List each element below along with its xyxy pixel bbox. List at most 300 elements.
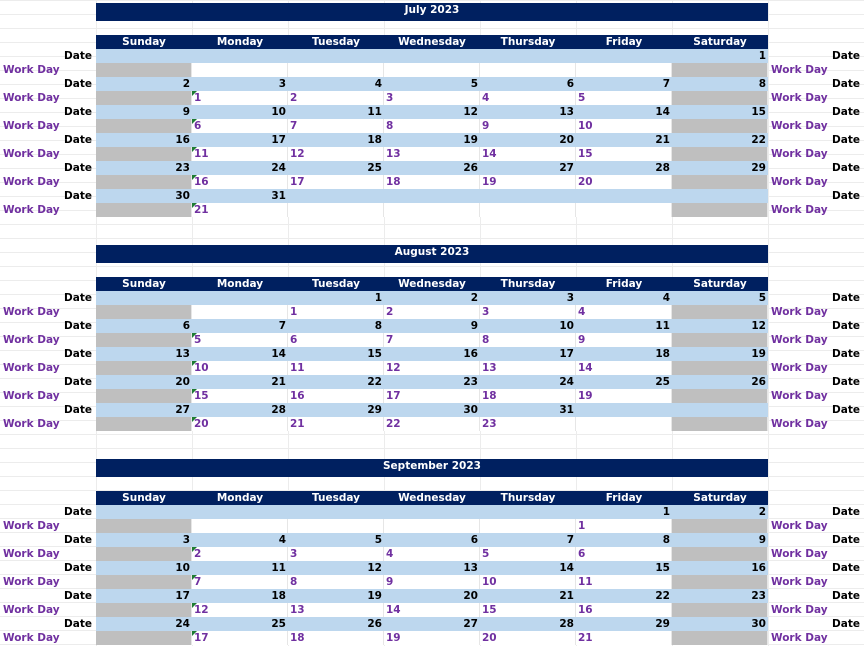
date-cell[interactable]: 23 bbox=[672, 589, 768, 603]
date-cell[interactable]: 20 bbox=[480, 133, 576, 147]
date-cell[interactable]: 22 bbox=[576, 589, 672, 603]
work-day-cell[interactable]: 20 bbox=[192, 417, 288, 431]
work-day-cell[interactable]: 13 bbox=[384, 147, 480, 161]
date-row-label: Date bbox=[64, 292, 92, 304]
date-cell[interactable]: 17 bbox=[480, 347, 576, 361]
work-day-cell[interactable]: 1 bbox=[192, 91, 288, 105]
work-day-row-label: Work Day bbox=[3, 390, 60, 402]
work-day-cell[interactable]: 10 bbox=[192, 361, 288, 375]
date-cell[interactable]: 20 bbox=[384, 589, 480, 603]
date-cell[interactable]: 7 bbox=[192, 319, 288, 333]
date-cell[interactable]: 9 bbox=[96, 105, 192, 119]
gridline bbox=[0, 224, 864, 225]
weekend-cell[interactable] bbox=[672, 417, 768, 431]
date-cell[interactable]: 30 bbox=[96, 189, 192, 203]
date-cell[interactable]: 9 bbox=[384, 319, 480, 333]
work-day-cell[interactable]: 8 bbox=[480, 333, 576, 347]
date-cell[interactable]: 23 bbox=[384, 375, 480, 389]
weekend-cell[interactable] bbox=[96, 63, 192, 77]
work-day-cell[interactable]: 20 bbox=[480, 631, 576, 645]
work-day-cell[interactable]: 2 bbox=[192, 547, 288, 561]
date-cell[interactable]: 3 bbox=[480, 291, 576, 305]
date-cell[interactable]: 12 bbox=[672, 319, 768, 333]
date-cell[interactable]: 12 bbox=[384, 105, 480, 119]
work-day-cell[interactable]: 6 bbox=[288, 333, 384, 347]
date-row-label-right: Date bbox=[832, 292, 860, 304]
work-day-row-label-right: Work Day bbox=[771, 204, 828, 216]
formula-error-indicator bbox=[192, 91, 197, 96]
date-cell[interactable]: 2 bbox=[96, 77, 192, 91]
weekday-header-friday: Friday bbox=[576, 491, 672, 505]
date-cell[interactable]: 6 bbox=[480, 77, 576, 91]
date-cell[interactable]: 23 bbox=[96, 161, 192, 175]
date-cell[interactable]: 7 bbox=[480, 533, 576, 547]
work-day-row-label: Work Day bbox=[3, 418, 60, 430]
date-cell[interactable] bbox=[480, 505, 576, 519]
work-day-cell[interactable]: 17 bbox=[288, 175, 384, 189]
work-day-cell[interactable]: 12 bbox=[384, 361, 480, 375]
date-cell[interactable]: 10 bbox=[480, 319, 576, 333]
work-day-cell[interactable]: 16 bbox=[192, 175, 288, 189]
formula-error-indicator bbox=[192, 547, 197, 552]
date-cell[interactable]: 3 bbox=[96, 533, 192, 547]
date-cell[interactable]: 15 bbox=[288, 347, 384, 361]
work-day-cell[interactable]: 11 bbox=[576, 575, 672, 589]
date-row-label-right: Date bbox=[832, 348, 860, 360]
work-day-cell[interactable]: 2 bbox=[288, 91, 384, 105]
date-cell[interactable]: 17 bbox=[96, 589, 192, 603]
weekend-cell[interactable] bbox=[672, 203, 768, 217]
weekend-cell[interactable] bbox=[672, 575, 768, 589]
weekday-header-thursday: Thursday bbox=[480, 277, 576, 291]
date-cell[interactable]: 29 bbox=[672, 161, 768, 175]
work-day-row-label-right: Work Day bbox=[771, 64, 828, 76]
date-cell[interactable]: 1 bbox=[576, 505, 672, 519]
work-day-cell[interactable]: 1 bbox=[288, 305, 384, 319]
work-day-cell[interactable]: 3 bbox=[288, 547, 384, 561]
date-cell[interactable]: 14 bbox=[192, 347, 288, 361]
work-day-cell[interactable] bbox=[480, 203, 576, 217]
formula-error-indicator bbox=[192, 603, 197, 608]
work-day-cell[interactable]: 10 bbox=[576, 119, 672, 133]
formula-error-indicator bbox=[192, 333, 197, 338]
date-row-label-right: Date bbox=[832, 534, 860, 546]
work-day-cell[interactable]: 4 bbox=[576, 305, 672, 319]
date-cell[interactable] bbox=[288, 49, 384, 63]
weekend-cell[interactable] bbox=[96, 603, 192, 617]
date-cell[interactable]: 25 bbox=[576, 375, 672, 389]
work-day-cell[interactable] bbox=[192, 519, 288, 533]
work-day-cell[interactable]: 7 bbox=[192, 575, 288, 589]
weekday-header-sunday: Sunday bbox=[96, 491, 192, 505]
date-row-label: Date bbox=[64, 162, 92, 174]
work-day-cell[interactable]: 12 bbox=[288, 147, 384, 161]
weekend-cell[interactable] bbox=[96, 547, 192, 561]
weekend-cell[interactable] bbox=[672, 119, 768, 133]
weekend-cell[interactable] bbox=[96, 119, 192, 133]
work-day-cell[interactable]: 21 bbox=[192, 203, 288, 217]
weekend-cell[interactable] bbox=[672, 547, 768, 561]
date-cell[interactable]: 7 bbox=[576, 77, 672, 91]
date-row-label: Date bbox=[64, 190, 92, 202]
work-day-cell[interactable]: 18 bbox=[288, 631, 384, 645]
date-cell[interactable]: 19 bbox=[288, 589, 384, 603]
weekend-cell[interactable] bbox=[672, 63, 768, 77]
date-cell[interactable]: 4 bbox=[576, 291, 672, 305]
date-cell[interactable] bbox=[384, 505, 480, 519]
work-day-cell[interactable] bbox=[384, 203, 480, 217]
date-cell[interactable] bbox=[672, 403, 768, 417]
weekend-cell[interactable] bbox=[672, 175, 768, 189]
work-day-row-label-right: Work Day bbox=[771, 362, 828, 374]
weekend-cell[interactable] bbox=[96, 361, 192, 375]
date-cell[interactable] bbox=[384, 49, 480, 63]
date-cell[interactable] bbox=[288, 189, 384, 203]
date-cell[interactable]: 18 bbox=[576, 347, 672, 361]
work-day-cell[interactable]: 18 bbox=[384, 175, 480, 189]
work-day-row-label-right: Work Day bbox=[771, 306, 828, 318]
weekday-header-friday: Friday bbox=[576, 277, 672, 291]
date-cell[interactable]: 13 bbox=[480, 105, 576, 119]
work-day-cell[interactable]: 3 bbox=[384, 91, 480, 105]
work-day-row-label: Work Day bbox=[3, 632, 60, 644]
work-day-cell[interactable] bbox=[192, 63, 288, 77]
work-day-row-label-right: Work Day bbox=[771, 576, 828, 588]
date-cell[interactable]: 8 bbox=[288, 319, 384, 333]
work-day-cell[interactable]: 9 bbox=[576, 333, 672, 347]
work-day-row-label: Work Day bbox=[3, 306, 60, 318]
work-day-cell[interactable]: 3 bbox=[480, 305, 576, 319]
date-cell[interactable] bbox=[576, 49, 672, 63]
date-row-label-right: Date bbox=[832, 506, 860, 518]
date-cell[interactable]: 27 bbox=[96, 403, 192, 417]
date-cell[interactable] bbox=[480, 189, 576, 203]
work-day-cell[interactable]: 16 bbox=[576, 603, 672, 617]
formula-error-indicator bbox=[192, 417, 197, 422]
date-cell[interactable]: 24 bbox=[192, 161, 288, 175]
date-cell[interactable]: 17 bbox=[192, 133, 288, 147]
weekend-cell[interactable] bbox=[96, 203, 192, 217]
weekday-header-saturday: Saturday bbox=[672, 491, 768, 505]
work-day-cell[interactable]: 14 bbox=[384, 603, 480, 617]
date-cell[interactable]: 26 bbox=[672, 375, 768, 389]
date-cell[interactable]: 6 bbox=[96, 319, 192, 333]
date-cell[interactable]: 4 bbox=[288, 77, 384, 91]
work-day-cell[interactable]: 13 bbox=[288, 603, 384, 617]
work-day-cell[interactable]: 19 bbox=[480, 175, 576, 189]
date-cell[interactable] bbox=[192, 505, 288, 519]
date-cell[interactable]: 28 bbox=[192, 403, 288, 417]
work-day-cell[interactable]: 8 bbox=[288, 575, 384, 589]
date-cell[interactable] bbox=[576, 189, 672, 203]
date-cell[interactable]: 1 bbox=[672, 49, 768, 63]
date-cell[interactable]: 16 bbox=[384, 347, 480, 361]
date-cell[interactable]: 30 bbox=[672, 617, 768, 631]
gridline bbox=[0, 0, 864, 1]
weekend-cell[interactable] bbox=[96, 575, 192, 589]
date-cell[interactable] bbox=[96, 505, 192, 519]
work-day-cell[interactable]: 15 bbox=[192, 389, 288, 403]
weekday-header-tuesday: Tuesday bbox=[288, 491, 384, 505]
weekend-cell[interactable] bbox=[672, 519, 768, 533]
date-cell[interactable] bbox=[192, 291, 288, 305]
weekend-cell[interactable] bbox=[672, 631, 768, 645]
gridline bbox=[0, 434, 864, 435]
formula-error-indicator bbox=[192, 361, 197, 366]
work-day-cell[interactable]: 17 bbox=[192, 631, 288, 645]
weekend-cell[interactable] bbox=[672, 603, 768, 617]
date-cell[interactable]: 20 bbox=[96, 375, 192, 389]
weekend-cell[interactable] bbox=[672, 147, 768, 161]
date-cell[interactable]: 1 bbox=[288, 291, 384, 305]
work-day-cell[interactable]: 17 bbox=[384, 389, 480, 403]
work-day-cell[interactable]: 4 bbox=[384, 547, 480, 561]
date-cell[interactable]: 30 bbox=[384, 403, 480, 417]
weekday-header-wednesday: Wednesday bbox=[384, 35, 480, 49]
work-day-cell[interactable]: 19 bbox=[576, 389, 672, 403]
date-cell[interactable] bbox=[192, 49, 288, 63]
date-cell[interactable]: 25 bbox=[192, 617, 288, 631]
work-day-cell[interactable] bbox=[192, 305, 288, 319]
gridline bbox=[0, 28, 864, 29]
date-cell[interactable]: 13 bbox=[96, 347, 192, 361]
date-cell[interactable]: 18 bbox=[288, 133, 384, 147]
work-day-cell[interactable] bbox=[576, 63, 672, 77]
date-cell[interactable] bbox=[672, 189, 768, 203]
weekend-cell[interactable] bbox=[672, 389, 768, 403]
work-day-row-label: Work Day bbox=[3, 334, 60, 346]
work-day-cell[interactable]: 16 bbox=[288, 389, 384, 403]
date-cell[interactable]: 8 bbox=[576, 533, 672, 547]
date-row-label-right: Date bbox=[832, 78, 860, 90]
date-cell[interactable]: 9 bbox=[672, 533, 768, 547]
work-day-cell[interactable]: 11 bbox=[288, 361, 384, 375]
date-row-label-right: Date bbox=[832, 106, 860, 118]
date-cell[interactable]: 18 bbox=[192, 589, 288, 603]
weekday-header-wednesday: Wednesday bbox=[384, 277, 480, 291]
month-title: September 2023 bbox=[96, 459, 768, 477]
work-day-row-label-right: Work Day bbox=[771, 520, 828, 532]
date-cell[interactable]: 14 bbox=[576, 105, 672, 119]
month-title: August 2023 bbox=[96, 245, 768, 263]
date-cell[interactable]: 21 bbox=[192, 375, 288, 389]
date-cell[interactable]: 3 bbox=[192, 77, 288, 91]
work-day-cell[interactable]: 15 bbox=[480, 603, 576, 617]
work-day-cell[interactable]: 20 bbox=[576, 175, 672, 189]
date-cell[interactable]: 28 bbox=[576, 161, 672, 175]
date-cell[interactable] bbox=[288, 505, 384, 519]
weekend-cell[interactable] bbox=[96, 305, 192, 319]
weekend-cell[interactable] bbox=[96, 417, 192, 431]
date-row-label-right: Date bbox=[832, 50, 860, 62]
work-day-cell[interactable] bbox=[576, 417, 672, 431]
work-day-cell[interactable]: 7 bbox=[384, 333, 480, 347]
work-day-row-label: Work Day bbox=[3, 176, 60, 188]
date-row-label-right: Date bbox=[832, 404, 860, 416]
date-cell[interactable]: 29 bbox=[288, 403, 384, 417]
date-cell[interactable]: 14 bbox=[480, 561, 576, 575]
work-day-row-label-right: Work Day bbox=[771, 604, 828, 616]
weekend-cell[interactable] bbox=[672, 91, 768, 105]
work-day-cell[interactable] bbox=[288, 203, 384, 217]
date-cell[interactable]: 29 bbox=[576, 617, 672, 631]
work-day-row-label-right: Work Day bbox=[771, 632, 828, 644]
date-row-label: Date bbox=[64, 590, 92, 602]
work-day-cell[interactable]: 6 bbox=[576, 547, 672, 561]
work-day-cell[interactable]: 4 bbox=[480, 91, 576, 105]
work-day-row-label-right: Work Day bbox=[771, 334, 828, 346]
date-cell[interactable]: 15 bbox=[576, 561, 672, 575]
date-cell[interactable]: 27 bbox=[384, 617, 480, 631]
work-day-cell[interactable]: 21 bbox=[576, 631, 672, 645]
date-row-label-right: Date bbox=[832, 162, 860, 174]
date-row-label-right: Date bbox=[832, 618, 860, 630]
date-cell[interactable]: 5 bbox=[288, 533, 384, 547]
formula-error-indicator bbox=[192, 175, 197, 180]
work-day-cell[interactable]: 21 bbox=[288, 417, 384, 431]
date-cell[interactable]: 19 bbox=[384, 133, 480, 147]
work-day-row-label: Work Day bbox=[3, 204, 60, 216]
weekend-cell[interactable] bbox=[96, 333, 192, 347]
date-cell[interactable]: 12 bbox=[288, 561, 384, 575]
weekend-cell[interactable] bbox=[672, 361, 768, 375]
date-cell[interactable]: 16 bbox=[672, 561, 768, 575]
weekday-header-sunday: Sunday bbox=[96, 277, 192, 291]
date-cell[interactable]: 5 bbox=[384, 77, 480, 91]
weekend-cell[interactable] bbox=[96, 91, 192, 105]
date-cell[interactable] bbox=[96, 291, 192, 305]
work-day-cell[interactable]: 15 bbox=[576, 147, 672, 161]
work-day-cell[interactable]: 13 bbox=[480, 361, 576, 375]
work-day-cell[interactable]: 22 bbox=[384, 417, 480, 431]
gridline bbox=[0, 238, 864, 239]
date-cell[interactable]: 10 bbox=[192, 105, 288, 119]
weekend-cell[interactable] bbox=[96, 147, 192, 161]
work-day-row-label-right: Work Day bbox=[771, 92, 828, 104]
weekend-cell[interactable] bbox=[96, 631, 192, 645]
work-day-cell[interactable]: 2 bbox=[384, 305, 480, 319]
date-cell[interactable]: 21 bbox=[576, 133, 672, 147]
date-cell[interactable]: 15 bbox=[672, 105, 768, 119]
weekend-cell[interactable] bbox=[672, 305, 768, 319]
date-cell[interactable] bbox=[480, 49, 576, 63]
date-cell[interactable]: 16 bbox=[96, 133, 192, 147]
work-day-cell[interactable]: 10 bbox=[480, 575, 576, 589]
work-day-cell[interactable]: 5 bbox=[192, 333, 288, 347]
gridline bbox=[0, 266, 864, 267]
date-row-label: Date bbox=[64, 134, 92, 146]
weekend-cell[interactable] bbox=[96, 519, 192, 533]
work-day-cell[interactable]: 1 bbox=[576, 519, 672, 533]
work-day-row-label: Work Day bbox=[3, 120, 60, 132]
work-day-row-label: Work Day bbox=[3, 548, 60, 560]
date-row-label-right: Date bbox=[832, 376, 860, 388]
work-day-cell[interactable]: 9 bbox=[480, 119, 576, 133]
date-cell[interactable]: 24 bbox=[480, 375, 576, 389]
work-day-cell[interactable] bbox=[288, 519, 384, 533]
work-day-cell[interactable]: 11 bbox=[192, 147, 288, 161]
date-cell[interactable]: 31 bbox=[192, 189, 288, 203]
date-cell[interactable]: 21 bbox=[480, 589, 576, 603]
date-cell[interactable]: 2 bbox=[384, 291, 480, 305]
month-title: July 2023 bbox=[96, 3, 768, 21]
work-day-row-label-right: Work Day bbox=[771, 120, 828, 132]
work-day-cell[interactable]: 14 bbox=[480, 147, 576, 161]
work-day-cell[interactable] bbox=[480, 519, 576, 533]
date-cell[interactable]: 13 bbox=[384, 561, 480, 575]
formula-error-indicator bbox=[192, 119, 197, 124]
date-cell[interactable] bbox=[384, 189, 480, 203]
work-day-cell[interactable]: 6 bbox=[192, 119, 288, 133]
date-cell[interactable]: 5 bbox=[672, 291, 768, 305]
work-day-cell[interactable]: 8 bbox=[384, 119, 480, 133]
work-day-cell[interactable]: 19 bbox=[384, 631, 480, 645]
work-day-cell[interactable] bbox=[576, 203, 672, 217]
date-cell[interactable]: 26 bbox=[384, 161, 480, 175]
weekday-header-friday: Friday bbox=[576, 35, 672, 49]
date-row-label-right: Date bbox=[832, 562, 860, 574]
date-cell[interactable]: 19 bbox=[672, 347, 768, 361]
work-day-cell[interactable] bbox=[480, 63, 576, 77]
date-cell[interactable]: 8 bbox=[672, 77, 768, 91]
weekday-header-saturday: Saturday bbox=[672, 277, 768, 291]
date-row-label: Date bbox=[64, 50, 92, 62]
work-day-row-label-right: Work Day bbox=[771, 176, 828, 188]
date-cell[interactable]: 22 bbox=[672, 133, 768, 147]
work-day-cell[interactable]: 23 bbox=[480, 417, 576, 431]
date-cell[interactable]: 26 bbox=[288, 617, 384, 631]
work-day-row-label: Work Day bbox=[3, 576, 60, 588]
date-cell[interactable]: 2 bbox=[672, 505, 768, 519]
work-day-row-label-right: Work Day bbox=[771, 548, 828, 560]
work-day-cell[interactable]: 14 bbox=[576, 361, 672, 375]
work-day-cell[interactable]: 18 bbox=[480, 389, 576, 403]
work-day-cell[interactable] bbox=[384, 63, 480, 77]
formula-error-indicator bbox=[192, 575, 197, 580]
date-cell[interactable]: 25 bbox=[288, 161, 384, 175]
date-cell[interactable]: 11 bbox=[288, 105, 384, 119]
work-day-cell[interactable]: 7 bbox=[288, 119, 384, 133]
work-day-cell[interactable] bbox=[288, 63, 384, 77]
work-day-row-label: Work Day bbox=[3, 362, 60, 374]
date-cell[interactable]: 31 bbox=[480, 403, 576, 417]
weekend-cell[interactable] bbox=[672, 333, 768, 347]
weekend-cell[interactable] bbox=[96, 389, 192, 403]
date-cell[interactable]: 6 bbox=[384, 533, 480, 547]
date-cell[interactable] bbox=[96, 49, 192, 63]
weekday-header-monday: Monday bbox=[192, 491, 288, 505]
date-row-label: Date bbox=[64, 618, 92, 630]
date-cell[interactable]: 28 bbox=[480, 617, 576, 631]
date-cell[interactable]: 11 bbox=[192, 561, 288, 575]
date-cell[interactable]: 11 bbox=[576, 319, 672, 333]
date-cell[interactable]: 27 bbox=[480, 161, 576, 175]
work-day-cell[interactable] bbox=[384, 519, 480, 533]
work-day-cell[interactable]: 9 bbox=[384, 575, 480, 589]
date-cell[interactable]: 22 bbox=[288, 375, 384, 389]
weekday-header-tuesday: Tuesday bbox=[288, 35, 384, 49]
work-day-row-label: Work Day bbox=[3, 520, 60, 532]
date-cell[interactable]: 24 bbox=[96, 617, 192, 631]
work-day-cell[interactable]: 12 bbox=[192, 603, 288, 617]
work-day-cell[interactable]: 5 bbox=[576, 91, 672, 105]
work-day-row-label: Work Day bbox=[3, 92, 60, 104]
work-day-cell[interactable]: 5 bbox=[480, 547, 576, 561]
date-cell[interactable] bbox=[576, 403, 672, 417]
date-cell[interactable]: 10 bbox=[96, 561, 192, 575]
weekend-cell[interactable] bbox=[96, 175, 192, 189]
date-cell[interactable]: 4 bbox=[192, 533, 288, 547]
